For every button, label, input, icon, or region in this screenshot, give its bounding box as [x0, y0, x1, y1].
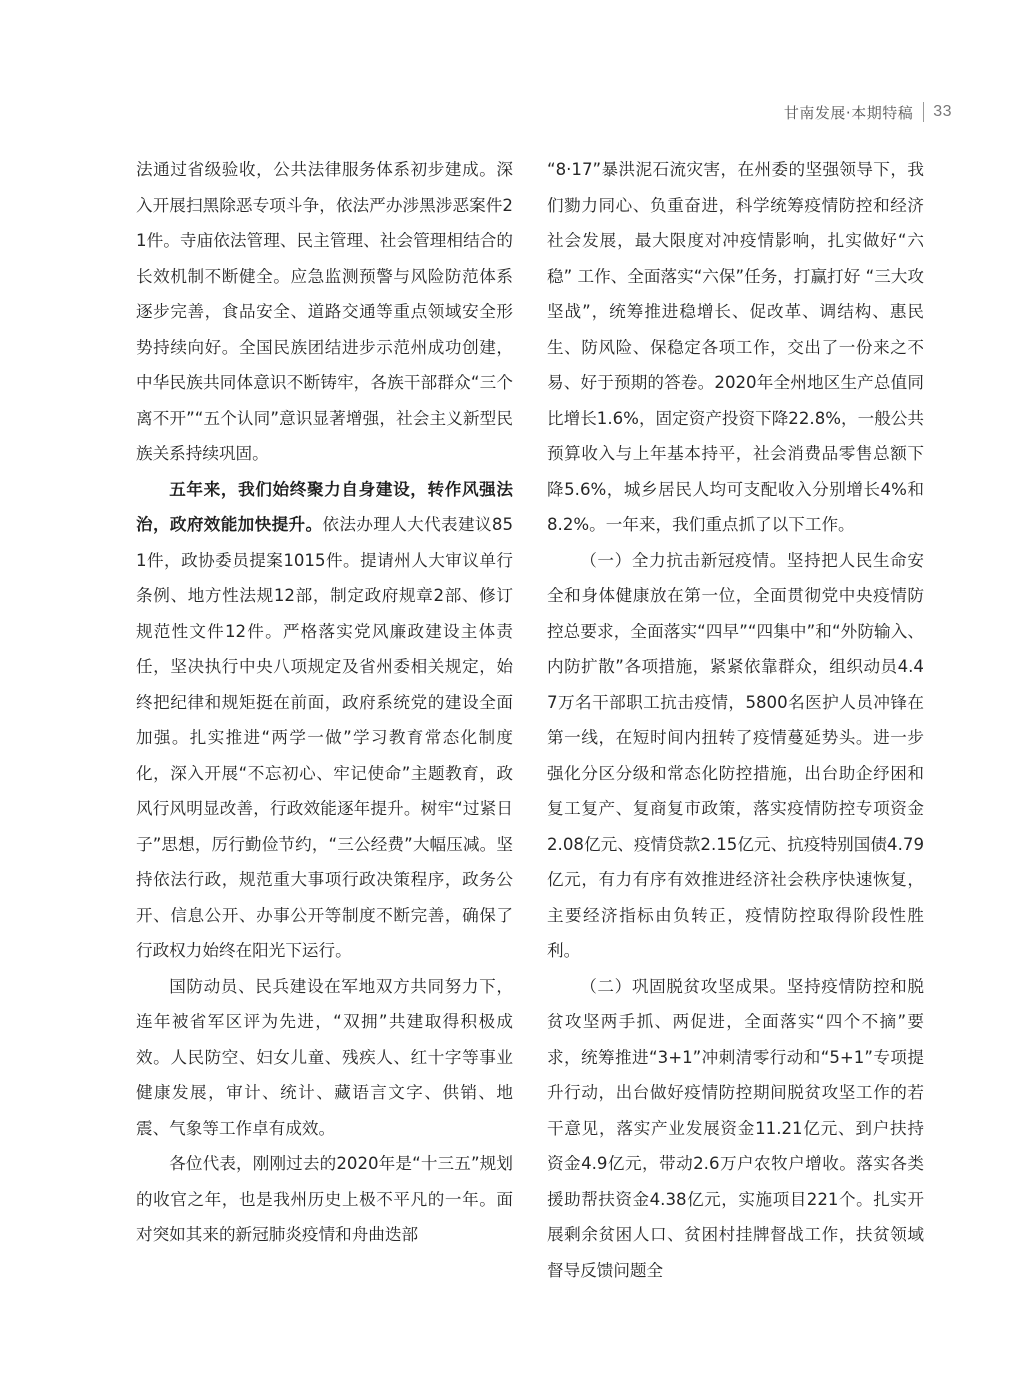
paragraph	[136, 152, 513, 472]
paragraph	[547, 969, 924, 1289]
paragraph-lead: 五年来，我们始终聚力自身建设，转作风强法治，政府效能加快提升。	[136, 479, 513, 534]
paragraph	[136, 969, 513, 1147]
left-column	[136, 152, 513, 1253]
paragraph-text: “8·17”暴洪泥石流灾害，在州委的坚强领导下，我们勠力同心、负重奋进，科学统筹疫情防控和经济社会发展，最大限度对冲疫情影响，扎实做好“六稳” 工作、全面落实“六保”任务，打赢打好 “三大攻坚战”，统筹推进稳增长、促改革、调结构、惠民生、防风险、保稳定各项工作，交出了一份来之不易、好于预期的答卷。2020年全州地区生产总值同比增长1.6%，固定资产投资下降22.8%，一般公共预算收入与上年基本持平，社会消费品零售总额下降5.6%，城乡居民人均可支配收入分别增长4%和8.2%。一年来，我们重点抓了以下工作。	[547, 160, 924, 534]
paragraph-text: （一）全力抗击新冠疫情。坚持把人民生命安全和身体健康放在第一位，全面贯彻党中央疫情防控总要求，全面落实“四早”“四集中”和“外防输入、内防扩散”各项措施，紧紧依靠群众，组织动员4.47万名干部职工抗击疫情，5800名医护人员冲锋在第一线，在短时间内扭转了疫情蔓延势头。进一步强化分区分级和常态化防控措施，出台助企纾困和复工复产、复商复市政策，落实疫情防控专项资金2.08亿元、疫情贷款2.15亿元、抗疫特别国债4.79亿元，有力有序有效推进经济社会秩序快速恢复，主要经济指标由负转正，疫情防控取得阶段性胜利。	[547, 550, 924, 960]
paragraph-text: 各位代表，刚刚过去的2020年是“十三五”规划的收官之年，也是我州历史上极不平凡的一年。面对突如其来的新冠肺炎疫情和舟曲迭部	[136, 1154, 513, 1244]
section-title: 甘南发展·本期特稿	[783, 103, 914, 122]
paragraph	[547, 152, 924, 543]
page-number: 33	[933, 103, 952, 120]
header-divider	[923, 102, 924, 122]
paragraph	[136, 472, 513, 969]
paragraph-text: （二）巩固脱贫攻坚成果。坚持疫情防控和脱贫攻坚两手抓、两促进，全面落实“四个不摘”要求，统筹推进“3+1”冲刺清零行动和“5+1”专项提升行动，出台做好疫情防控期间脱贫攻坚工作的若干意见，落实产业发展资金11.21亿元、到户扶持资金4.9亿元，带动2.6万户农牧户增收。落实各类援助帮扶资金4.38亿元，实施项目221个。扎实开展剩余贫困人口、贫困村挂牌督战工作，扶贫领域督导反馈问题全	[547, 976, 924, 1280]
running-header	[784, 100, 952, 124]
right-column	[547, 152, 924, 1288]
paragraph	[547, 543, 924, 969]
paragraph-text: 依法办理人大代表建议851件，政协委员提案1015件。提请州人大审议单行条例、地方性法规12部，制定政府规章2部、修订规范性文件12件。严格落实党风廉政建设主体责任，坚决执行中央八项规定及省州委相关规定，始终把纪律和规矩挺在前面，政府系统党的建设全面加强。扎实推进“两学一做”学习教育常态化制度化，深入开展“不忘初心、牢记使命”主题教育，政风行风明显改善，行政效能逐年提升。树牢“过紧日子”思想，厉行勤俭节约，“三公经费”大幅压减。坚持依法行政，规范重大事项行政决策程序，政务公开、信息公开、办事公开等制度不断完善，确保了行政权力始终在阳光下运行。	[136, 515, 514, 960]
paragraph-text: 法通过省级验收，公共法律服务体系初步建成。深入开展扫黑除恶专项斗争，依法严办涉黑涉恶案件21件。寺庙依法管理、民主管理、社会管理相结合的长效机制不断健全。应急监测预警与风险防范体系逐步完善，食品安全、道路交通等重点领域安全形势持续向好。全国民族团结进步示范州成功创建，中华民族共同体意识不断铸牢，各族干部群众“三个离不开”“五个认同”意识显著增强，社会主义新型民族关系持续巩固。	[136, 160, 513, 463]
paragraph-text: 国防动员、民兵建设在军地双方共同努力下，连年被省军区评为先进，“双拥”共建取得积极成效。人民防空、妇女儿童、残疾人、红十字等事业健康发展，审计、统计、藏语言文字、供销、地震、气象等工作卓有成效。	[136, 976, 513, 1138]
paragraph	[136, 1146, 513, 1253]
